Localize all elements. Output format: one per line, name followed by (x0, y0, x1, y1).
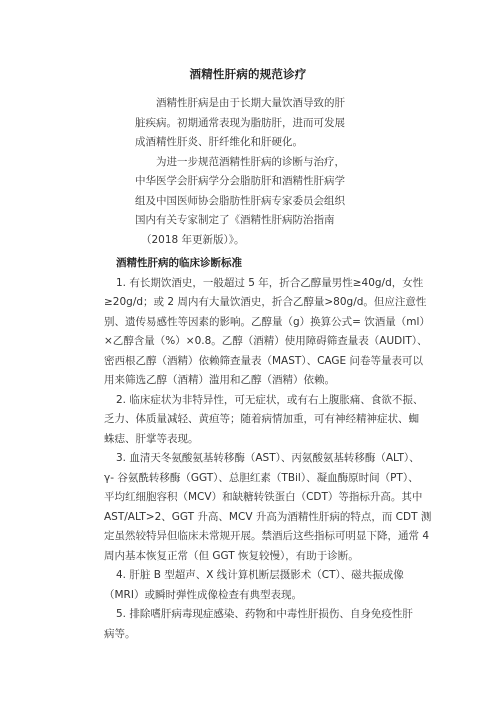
criteria-line: 2. 临床症状为非特异性，可无症状，或有右上腹胀痛、食欲不振、 (116, 393, 424, 406)
criteria-item (104, 566, 420, 605)
criteria-line: 用来筛选乙醇（酒精）滥用和乙醇（酒精）依赖。 (104, 374, 335, 386)
criteria-item (104, 449, 432, 566)
diagnosis-section (104, 254, 432, 644)
intro-line: 中华医学会肝病学分会脂肪肝和酒精性肝病学 (135, 175, 345, 187)
intro-line: 脏疾病。初期通常表现为脂肪肝，进而可发展 (135, 116, 345, 129)
criteria-line: 5. 排除嗜肝病毒现症感染、药物和中毒性肝损伤、自身免疫性肝 (116, 608, 413, 620)
intro-line: 为进一步规范酒精性肝病的诊断与治疗， (156, 155, 345, 168)
criteria-line: 蛛痣、肝掌等表现。 (104, 432, 199, 445)
criteria-line: 3. 血清天冬氨酸氨基转移酶（AST）、丙氨酸氨基转移酶（ALT）、 (116, 452, 420, 464)
criteria-line: 病等。 (104, 627, 136, 640)
criteria-line: AST/ALT>2、GGT 升高、MCV 升高为酒精性肝病的特点，而 CDT 测 (104, 510, 432, 523)
criteria-line: 定虽然较特异但临床未常规开展。禁酒后这些指标可明显下降，通常 4 (104, 530, 430, 542)
criteria-line: 乏力、体质量减轻、黄疸等；随着病情加重，可有神经精神症状、蜘 (104, 413, 419, 425)
criteria-line: 密西根乙醇（酒精）依赖筛查量表（MAST）、CAGE 问卷等量表可以 (104, 354, 424, 367)
criteria-line: ×乙醇含量（%）×0.8。乙醇（酒精）使用障碍筛查量表（AUDIT）、 (104, 335, 428, 347)
intro-line: 国内有关专家制定了《酒精性肝病防治指南 (135, 214, 335, 226)
criteria-line: 别、遗传易感性等因素的影响。乙醇量（g）换算公式= 饮酒量（ml） (104, 315, 430, 328)
intro-line: 组及中国医师协会脂肪性肝病专家委员会组织 (135, 194, 345, 207)
intro-line: 成酒精性肝炎、肝纤维化和肝硬化。 (135, 136, 303, 148)
criteria-line: ≥20g/d；或 2 周内有大量饮酒史，折合乙醇量>80g/d。但应注意性 (104, 296, 427, 308)
criteria-line: 周内基本恢复正常（但 GGT 恢复较慢），有助于诊断。 (104, 549, 359, 562)
criteria-item (104, 605, 420, 644)
criteria-line: γ- 谷氨酰转移酶（GGT）、总胆红素（TBil）、凝血酶原时间（PT）、 (104, 471, 419, 484)
section-heading: 酒精性肝病的临床诊断标准 (116, 257, 242, 269)
document-title: 酒精性肝病的规范诊疗 (189, 67, 307, 81)
criteria-line: 1. 有长期饮酒史，一般超过 5 年，折合乙醇量男性≥40g/d，女性 (116, 276, 424, 289)
criteria-line: 平均红细胞容积（MCV）和缺糖转铁蛋白（CDT）等指标升高。其中 (104, 491, 423, 503)
criteria-item (104, 391, 424, 450)
criteria-line: （MRI）或瞬时弹性成像检查有典型表现。 (104, 588, 302, 601)
intro-line: 酒精性肝病是由于长期大量饮酒导致的肝 (156, 97, 345, 109)
criteria-item (104, 274, 430, 391)
criteria-line: 4. 肝脏 B 型超声、X 线计算机断层摄影术（CT）、磁共振成像 (116, 569, 404, 581)
intro-paragraph (135, 94, 367, 250)
intro-line: （2018 年更新版）》。 (141, 233, 245, 246)
